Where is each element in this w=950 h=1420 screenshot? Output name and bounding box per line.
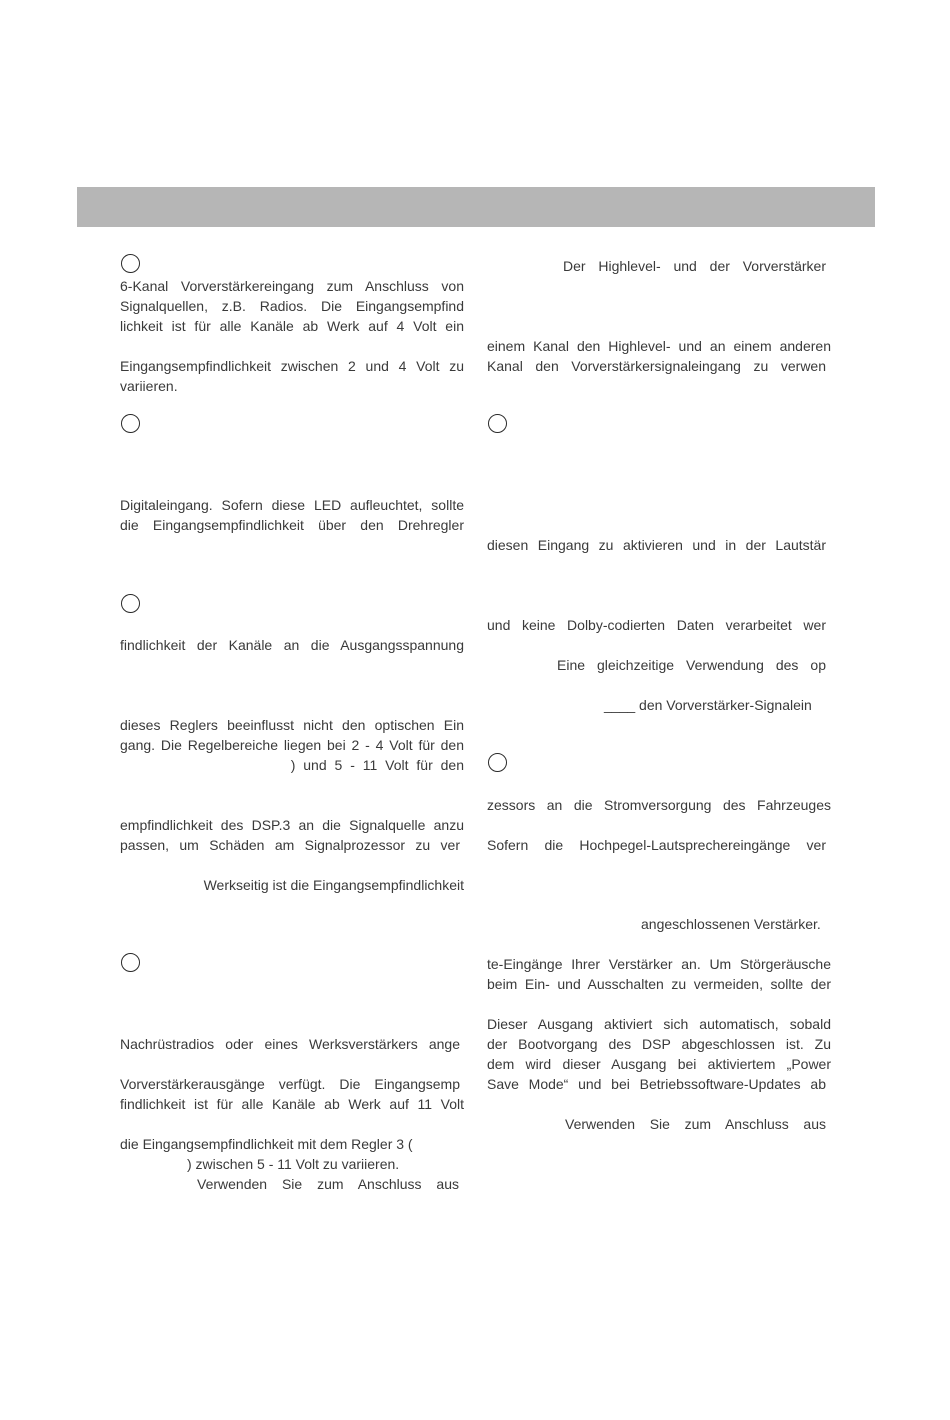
body-text-line: Digitaleingang. Sofern diese LED aufleuchtet, sollte [120,497,464,513]
body-text-line: Der Highlevel- und der Vorverstärker [563,258,826,274]
item-marker-circle-icon [488,753,507,772]
item-marker-circle-icon [121,594,140,613]
body-text-line: Eine gleichzeitige Verwendung des op [557,657,826,673]
body-text-line: einem Kanal den Highlevel- und an einem anderen [487,338,831,354]
body-text-line: findlichkeit der Kanäle an die Ausgangsspannung [120,637,464,653]
body-text-line: Kanal den Vorverstärkersignaleingang zu verwen [487,358,826,374]
body-text-line: der Bootvorgang des DSP abgeschlossen ist. Zu [487,1036,831,1052]
body-text-line: dieses Reglers beeinflusst nicht den optischen Ein [120,717,464,733]
body-text-line: Verwenden Sie zum Anschluss aus [197,1176,459,1192]
body-text-line: Vorverstärkerausgänge verfügt. Die Eingangsemp [120,1076,460,1092]
body-text-line: diesen Eingang zu aktivieren und in der Lautstär [487,537,826,553]
body-text-line: Nachrüstradios oder eines Werksverstärkers ange [120,1036,460,1052]
body-text-line: passen, um Schäden am Signalprozessor zu ver [120,837,460,853]
body-text-line: dem wird dieser Ausgang bei aktiviertem „Power [487,1056,831,1072]
body-text-line: ____ den Vorverstärker-Signalein [604,697,812,713]
body-text-line: Save Mode“ und bei Betriebssoftware-Updates ab [487,1076,826,1092]
body-text-line: Werkseitig ist die Eingangsempfindlichkeit [203,877,464,893]
body-text-line: findlichkeit ist für alle Kanäle ab Werk auf 11 Volt [120,1096,464,1112]
body-text-line: ) und 5 - 11 Volt für den [290,757,464,773]
body-text-line: Signalquellen, z.B. Radios. Die Eingangsempfind [120,298,464,314]
body-text-line: und keine Dolby-codierten Daten verarbeitet wer [487,617,826,633]
body-text-line: Dieser Ausgang aktiviert sich automatisch, sobald [487,1016,831,1032]
body-text-line: ) zwischen 5 - 11 Volt zu variieren. [187,1156,400,1172]
body-text-line: gang. Die Regelbereiche liegen bei 2 - 4 Volt für den [120,737,464,753]
item-marker-circle-icon [121,414,140,433]
body-text-line: te-Eingänge Ihrer Verstärker an. Um Störgeräusche [487,956,831,972]
body-text-line: lichkeit ist für alle Kanäle ab Werk auf 4 Volt ein [120,318,464,334]
body-text-line: die Eingangsempfindlichkeit mit dem Regler 3 ( [120,1136,413,1152]
body-text-line: angeschlossenen Verstärker. [641,916,821,932]
body-text-line: variieren. [120,378,178,394]
body-text-line: Verwenden Sie zum Anschluss aus [565,1116,826,1132]
section-header-bar [77,187,875,227]
item-marker-circle-icon [121,254,140,273]
body-text-line: zessors an die Stromversorgung des Fahrzeuges [487,797,831,813]
item-marker-circle-icon [488,414,507,433]
body-text-line: Sofern die Hochpegel-Lautsprechereingänge ver [487,837,826,853]
body-text-line: 6-Kanal Vorverstärkereingang zum Anschluss von [120,278,464,294]
body-text-line: empfindlichkeit des DSP.3 an die Signalquelle anzu [120,817,464,833]
body-text-line: die Eingangsempfindlichkeit über den Drehregler [120,517,464,533]
item-marker-circle-icon [121,953,140,972]
body-text-line: Eingangsempfindlichkeit zwischen 2 und 4 Volt zu [120,358,464,374]
body-text-line: beim Ein- und Ausschalten zu vermeiden, sollte der [487,976,831,992]
